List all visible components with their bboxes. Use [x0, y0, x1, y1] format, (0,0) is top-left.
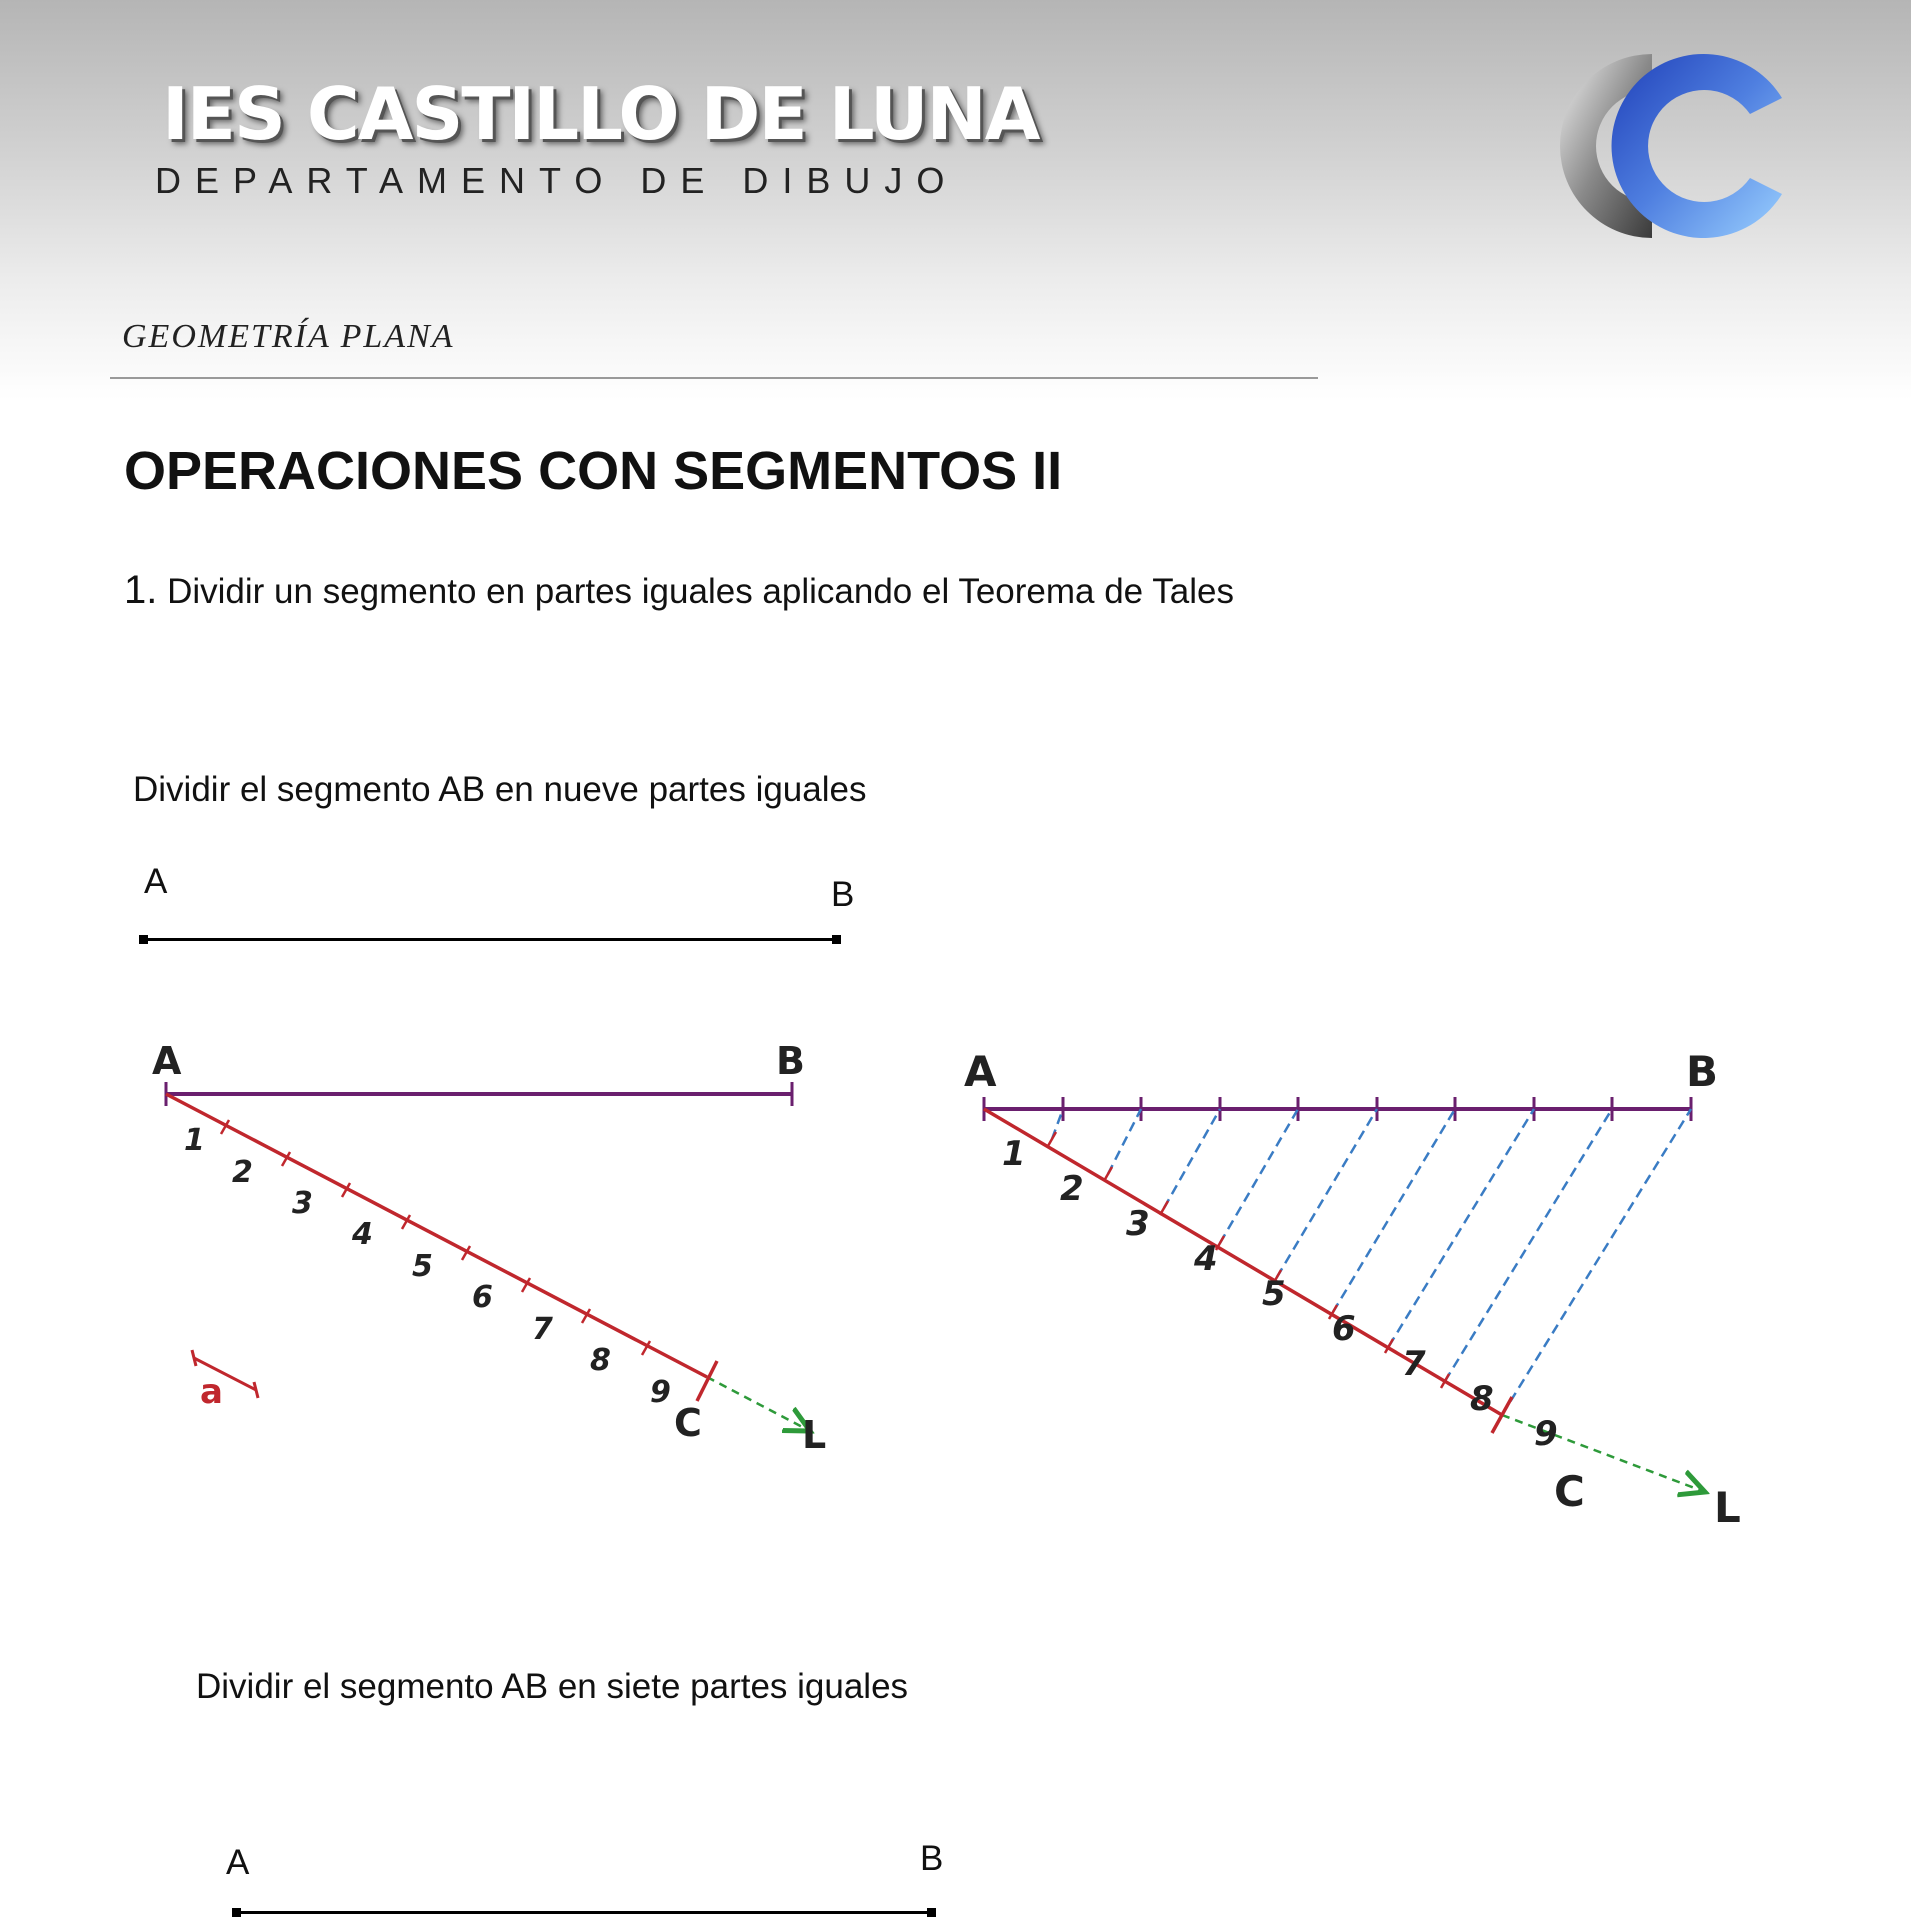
- task2-label-b: B: [920, 1839, 944, 1878]
- fig-left-label-l: L: [802, 1413, 827, 1457]
- task1-endpoint-a: [139, 935, 148, 944]
- fig-right-ray-cl: [1502, 1415, 1705, 1492]
- school-name: IES CASTILLO DE LUNA: [162, 72, 1039, 156]
- department-name: DEPARTAMENTO DE DIBUJO: [155, 160, 959, 201]
- fig-right-number-2: 2: [1060, 1169, 1084, 1209]
- fig-left-number-4: 4: [352, 1217, 373, 1252]
- fig-left-ray-cl: [707, 1377, 810, 1431]
- fig-right-number-9: 9: [1534, 1414, 1558, 1454]
- fig-left-label-c: C: [674, 1401, 702, 1445]
- figure-right: [960, 1040, 1760, 1530]
- fig-left-number-7: 7: [532, 1312, 553, 1347]
- exercise-number: 1.: [124, 568, 158, 612]
- exercise-heading: [124, 568, 1234, 613]
- task1-label-b: B: [831, 875, 855, 914]
- fig-right-number-5: 5: [1262, 1274, 1286, 1314]
- fig-right-number-8: 8: [1470, 1379, 1494, 1419]
- task2-endpoint-b: [927, 1908, 936, 1917]
- fig-right-parallels: [1052, 1109, 1691, 1415]
- fig-right-tick-c: [1492, 1397, 1512, 1433]
- task2-label-a: A: [226, 1843, 250, 1882]
- fig-left-ray-ac: [166, 1094, 707, 1377]
- task2-instruction: Dividir el segmento AB en siete partes iguales: [196, 1667, 909, 1706]
- task1-segment-ab: [143, 938, 837, 941]
- fig-left-label-a: A: [152, 1039, 182, 1083]
- fig-left-tick-c: [697, 1361, 717, 1401]
- fig-left-number-3: 3: [292, 1186, 313, 1221]
- fig-left-number-9: 9: [650, 1375, 671, 1410]
- fig-right-label-l: L: [1714, 1483, 1741, 1530]
- fig-left-label-b: B: [776, 1039, 805, 1083]
- task2-endpoint-a: [232, 1908, 241, 1917]
- fig-left-number-5: 5: [412, 1249, 433, 1284]
- fig-right-number-1: 1: [1002, 1134, 1026, 1174]
- header-divider: [110, 377, 1318, 379]
- exercise-text: Dividir un segmento en partes iguales aplicando el Teorema de Tales: [167, 572, 1234, 611]
- fig-right-number-3: 3: [1126, 1204, 1150, 1244]
- fig-right-label-c: C: [1554, 1467, 1585, 1516]
- fig-left-label-unit: a: [200, 1372, 223, 1412]
- fig-right-number-7: 7: [1402, 1344, 1426, 1384]
- fig-right-number-4: 4: [1194, 1239, 1218, 1279]
- fig-left-number-2: 2: [232, 1155, 253, 1190]
- page-title: OPERACIONES CON SEGMENTOS II: [124, 441, 1063, 501]
- fig-left-number-1: 1: [184, 1123, 205, 1158]
- task2-segment-ab: [236, 1911, 932, 1914]
- figure-left: [140, 1030, 840, 1470]
- task1-label-a: A: [144, 862, 168, 901]
- cc-logo-icon: [1532, 46, 1792, 246]
- section-label: GEOMETRÍA PLANA: [122, 318, 455, 355]
- fig-left-number-6: 6: [472, 1280, 493, 1315]
- fig-left-number-8: 8: [590, 1343, 611, 1378]
- task1-endpoint-b: [832, 935, 841, 944]
- task1-instruction: Dividir el segmento AB en nueve partes iguales: [133, 770, 867, 809]
- fig-right-label-a: A: [964, 1047, 997, 1096]
- fig-right-label-b: B: [1686, 1047, 1719, 1096]
- fig-right-number-6: 6: [1332, 1309, 1356, 1349]
